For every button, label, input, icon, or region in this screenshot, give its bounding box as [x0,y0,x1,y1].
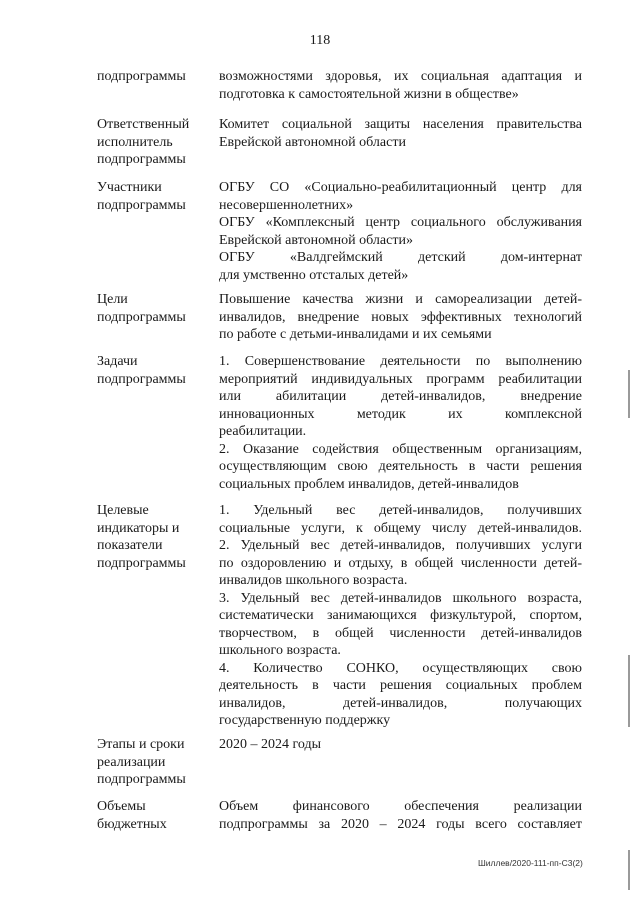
text-line: ОГБУ СО «Социально-реабилитационный центр для [219,180,582,195]
text-line: инвалидов, внедрение новых эффективных технологий [219,309,582,325]
row-label: Участники подпрограммы [97,180,186,213]
page-number: 118 [309,33,331,48]
text-line: Еврейской автономной области» [219,232,413,248]
text-line: Еврейской автономной области [219,134,406,150]
text-line: инвалидов школьного возраста. [219,573,408,588]
text-line: ОГБУ «Валдгеймский детский дом-интернат [219,250,582,265]
text-line: деятельность в части решения социальных проблем [219,678,582,693]
text-line: 1. Удельный вес детей-инвалидов, получивших [219,503,582,518]
text-line: по работе с детьми-инвалидами и их семьями [219,327,492,342]
row-value [219,116,582,151]
text-line: социальные услуги, к общему числу детей-инвалидов. [219,520,582,536]
text-line: по оздоровлению и отдыху, в общей численности детей- [219,555,582,571]
text-line: несовершеннолетних» [219,197,354,213]
text-line: подпрограммы за 2020 – 2024 годы всего составляет [219,816,582,832]
scan-edge-mark [628,850,630,890]
row-label: подпрограммы [97,69,186,84]
text-line: государственную поддержку [219,713,391,728]
row-label: Цели подпрограммы [97,292,186,325]
text-line: систематически занимающихся физкультурой, спортом, [219,608,582,623]
text-line: инновационных методик их комплексной [219,406,582,422]
text-line: 2. Оказание содействия общественным организациям, [219,441,582,457]
row-label: Ответственный исполнитель подпрограммы [97,117,190,167]
row-label: Этапы и сроки реализации подпрограммы [97,737,186,787]
row-label: Объемы бюджетных [97,799,167,832]
row-value [219,291,582,344]
row-label: Задачи подпрограммы [97,354,186,387]
row-value [219,798,582,833]
text-line: реабилитации. [219,424,307,439]
text-line: мероприятий индивидуальных программ реабилитации [219,371,582,387]
text-line: 1. Совершенствование деятельности по выполнению [219,354,582,369]
text-line: возможностями здоровья, их социальная адаптация и [219,69,582,84]
text-line: творчеством, в общей численности детей-инвалидов [219,625,582,641]
text-line: 3. Удельный вес детей-инвалидов школьного возраста, [219,590,582,606]
text-line: социальных проблем инвалидов, детей-инвалидов [219,476,519,492]
row-value [219,736,582,754]
text-line: ОГБУ «Комплексный центр социального обслуживания [219,215,582,230]
row-label: Целевые индикаторы и показатели подпрограммы [97,503,186,571]
document-code: Шиллев/2020-111-пп-С3(2) [478,858,583,868]
text-line: 2. Удельный вес детей-инвалидов, получивших услуги [219,538,582,553]
row-value [219,353,582,493]
text-line: подготовка к самостоятельной жизни в обществе» [219,86,519,102]
text-line: Объем финансового обеспечения реализации [219,799,582,814]
text-line: осуществляющим свою деятельность в части решения [219,459,582,474]
text-line: инвалидов, детей-инвалидов, получающих [219,695,582,711]
text-line: 4. Количество СОНКО, осуществляющих свою [219,660,582,676]
text-line: или абилитации детей-инвалидов, внедрение [219,389,582,404]
text-line: Повышение качества жизни и самореализации детей- [219,292,582,307]
row-value [219,179,582,284]
scan-edge-mark [628,370,630,418]
text-line: 2020 – 2024 годы [219,737,322,752]
row-value [219,68,582,103]
scan-edge-mark [628,655,630,727]
text-line: школьного возраста. [219,643,341,658]
text-line: для умственно отсталых детей» [219,267,409,283]
text-line: Комитет социальной защиты населения правительства [219,117,582,132]
row-value [219,502,582,730]
